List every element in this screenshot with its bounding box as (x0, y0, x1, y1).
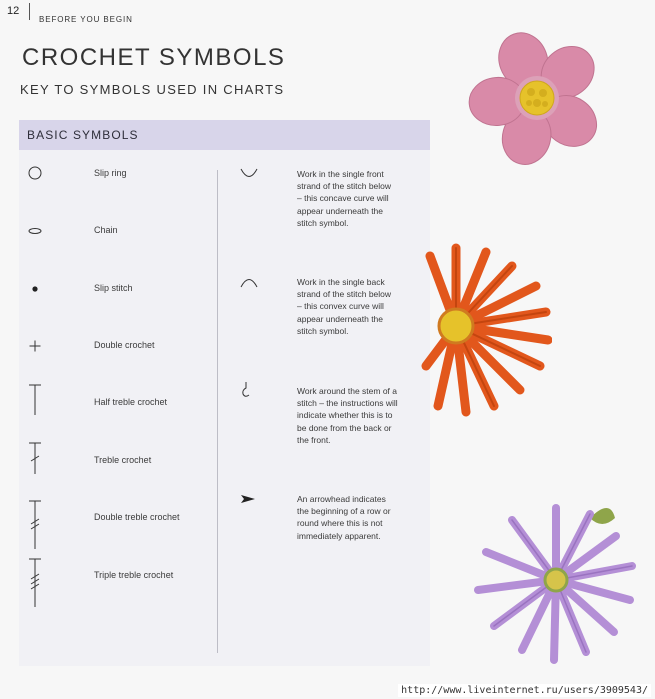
page-title: CROCHET SYMBOLS (22, 44, 286, 71)
purple-flower-image (470, 498, 646, 668)
symbol-label-slip-stitch: Slip stitch (94, 283, 133, 293)
triple-treble-crochet-icon (28, 558, 42, 608)
symbol-label-slip-ring: Slip ring (94, 168, 127, 178)
chain-icon (27, 227, 43, 235)
symbol-label-chain: Chain (94, 225, 118, 235)
orange-flower-image (416, 236, 552, 418)
description-stem-hook: Work around the stem of a stitch – the instructions will indicate whether this is to be done from the back or the front. (297, 386, 398, 445)
half-treble-crochet-icon (28, 384, 42, 416)
symbol-label-treble-crochet: Treble crochet (94, 455, 152, 465)
convex-curve-icon (240, 278, 258, 288)
symbol-label-half-treble-crochet: Half treble crochet (94, 397, 168, 407)
source-url: http://www.liveinternet.ru/users/3909543/ (398, 684, 651, 697)
description-arrowhead: An arrowhead indicates the beginning of a row or round where this is not immediately apparent. (297, 494, 391, 541)
treble-crochet-icon (28, 442, 42, 475)
stem-hook-icon (241, 381, 251, 399)
symbol-label-triple-treble-crochet: Triple treble crochet (94, 570, 174, 580)
double-treble-crochet-icon (28, 500, 42, 550)
symbol-label-double-treble-crochet: Double treble crochet (94, 512, 180, 522)
pink-flower-image (458, 24, 616, 174)
concave-curve-icon (240, 168, 258, 178)
slip-stitch-icon (30, 284, 40, 294)
header-divider (29, 3, 30, 20)
panel-header (19, 120, 430, 150)
symbol-label-double-crochet: Double crochet (94, 340, 155, 350)
description-concave-curve: Work in the single front strand of the stitch below – this concave curve will appear underneath the stitch symbol. (297, 169, 392, 228)
column-divider (217, 170, 218, 653)
description-convex-curve: Work in the single back strand of the stitch below – this convex curve will appear underneath the stitch symbol. (297, 277, 392, 336)
slip-ring-icon (27, 165, 43, 181)
double-crochet-icon (29, 340, 41, 352)
page-number: 12 (7, 5, 20, 17)
arrowhead-icon (240, 494, 256, 504)
page-subtitle: KEY TO SYMBOLS USED IN CHARTS (20, 82, 285, 97)
panel-heading: BASIC SYMBOLS (27, 128, 139, 142)
section-label: BEFORE YOU BEGIN (39, 15, 133, 24)
